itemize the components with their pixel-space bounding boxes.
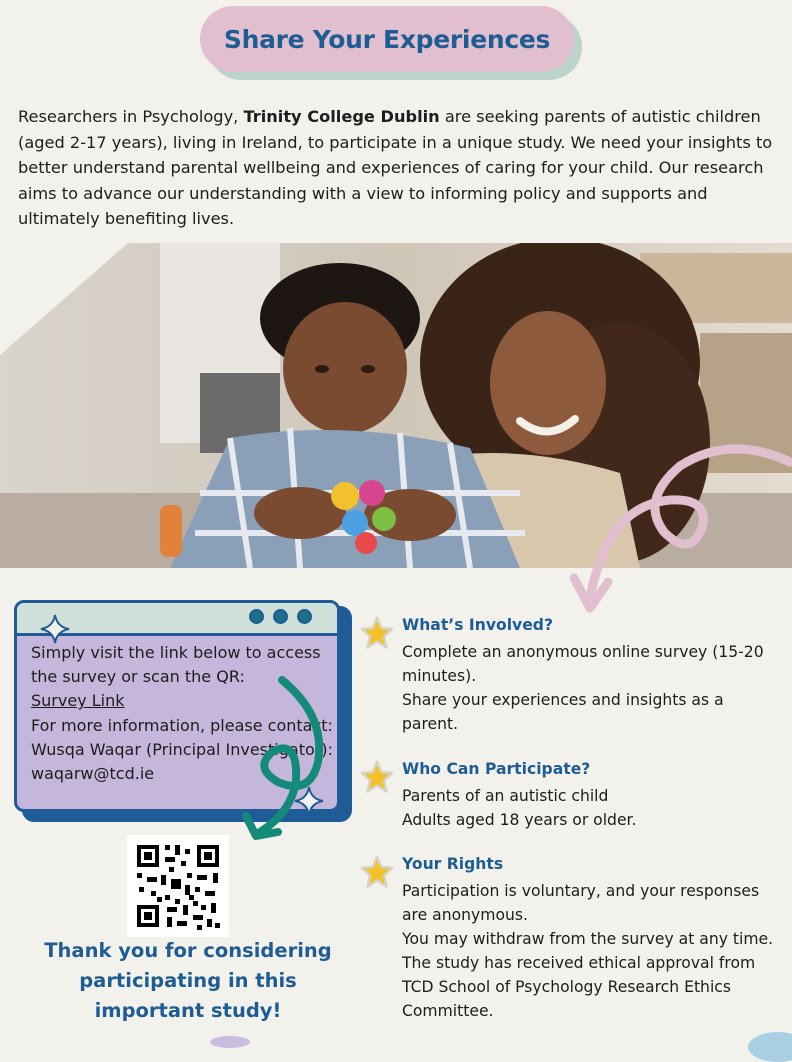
window-dot-icon: [297, 609, 312, 624]
page-title: Share Your Experiences: [223, 24, 551, 54]
section-line: The study has received ethical approval from TCD School of Psychology Research Ethics Committee.: [402, 954, 756, 1021]
section-body: [402, 879, 778, 1024]
section-heading: Your Rights: [402, 855, 504, 873]
intro-text-1: Researchers in Psychology,: [18, 107, 244, 126]
institution-name: Trinity College Dublin: [243, 107, 440, 126]
info-contact-intro: For more information, please contact:: [31, 715, 333, 735]
info-instructions: Simply visit the link below to access the survey or scan the QR:: [31, 643, 321, 687]
pink-swirl-arrow: [560, 440, 792, 620]
thank-you-message: Thank you for considering participating in this important study!: [44, 939, 332, 1022]
section-body: [402, 640, 778, 736]
teal-swirl-arrow: [226, 676, 346, 846]
star-icon: [360, 616, 394, 650]
title-banner: [200, 6, 584, 82]
section-line: You may withdraw from the survey at any time.: [402, 930, 774, 949]
section-line: Participation is voluntary, and your responses are anonymous.: [402, 882, 760, 925]
survey-link[interactable]: Survey Link: [31, 691, 125, 711]
section-line: Share your experiences and insights as a parent.: [402, 691, 724, 734]
decorative-blob: [210, 1036, 250, 1048]
sparkle-icon: [40, 614, 70, 644]
window-dot-icon: [249, 609, 264, 624]
contact-details: Wusqa Waqar (Principal Investigator): waqarw@tcd.ie: [31, 739, 333, 784]
section-heading: Who Can Participate?: [402, 760, 591, 778]
section-line: Adults aged 18 years or older.: [402, 811, 637, 830]
section-line: Parents of an autistic child: [402, 787, 609, 805]
section-line: Complete an anonymous online survey (15-20 minutes).: [402, 643, 764, 686]
window-dot-icon: [273, 609, 288, 624]
decorative-blob: [748, 1032, 792, 1062]
intro-text-2: are seeking parents of autistic children (aged 2-17 years), living in Ireland, to participate in a unique study. We need your insights to better understand parental wellbeing and experiences of caring for your child. Our research aims to advance our understanding with a view to informing policy and supports and ultimately benefiting lives.: [18, 107, 773, 229]
star-icon: [360, 855, 394, 889]
qr-code[interactable]: [127, 835, 229, 937]
star-icon: [360, 760, 394, 794]
section-heading: What’s Involved?: [402, 616, 553, 634]
title-pill: [200, 6, 574, 72]
intro-paragraph: [18, 104, 778, 232]
section-body: [402, 784, 778, 832]
